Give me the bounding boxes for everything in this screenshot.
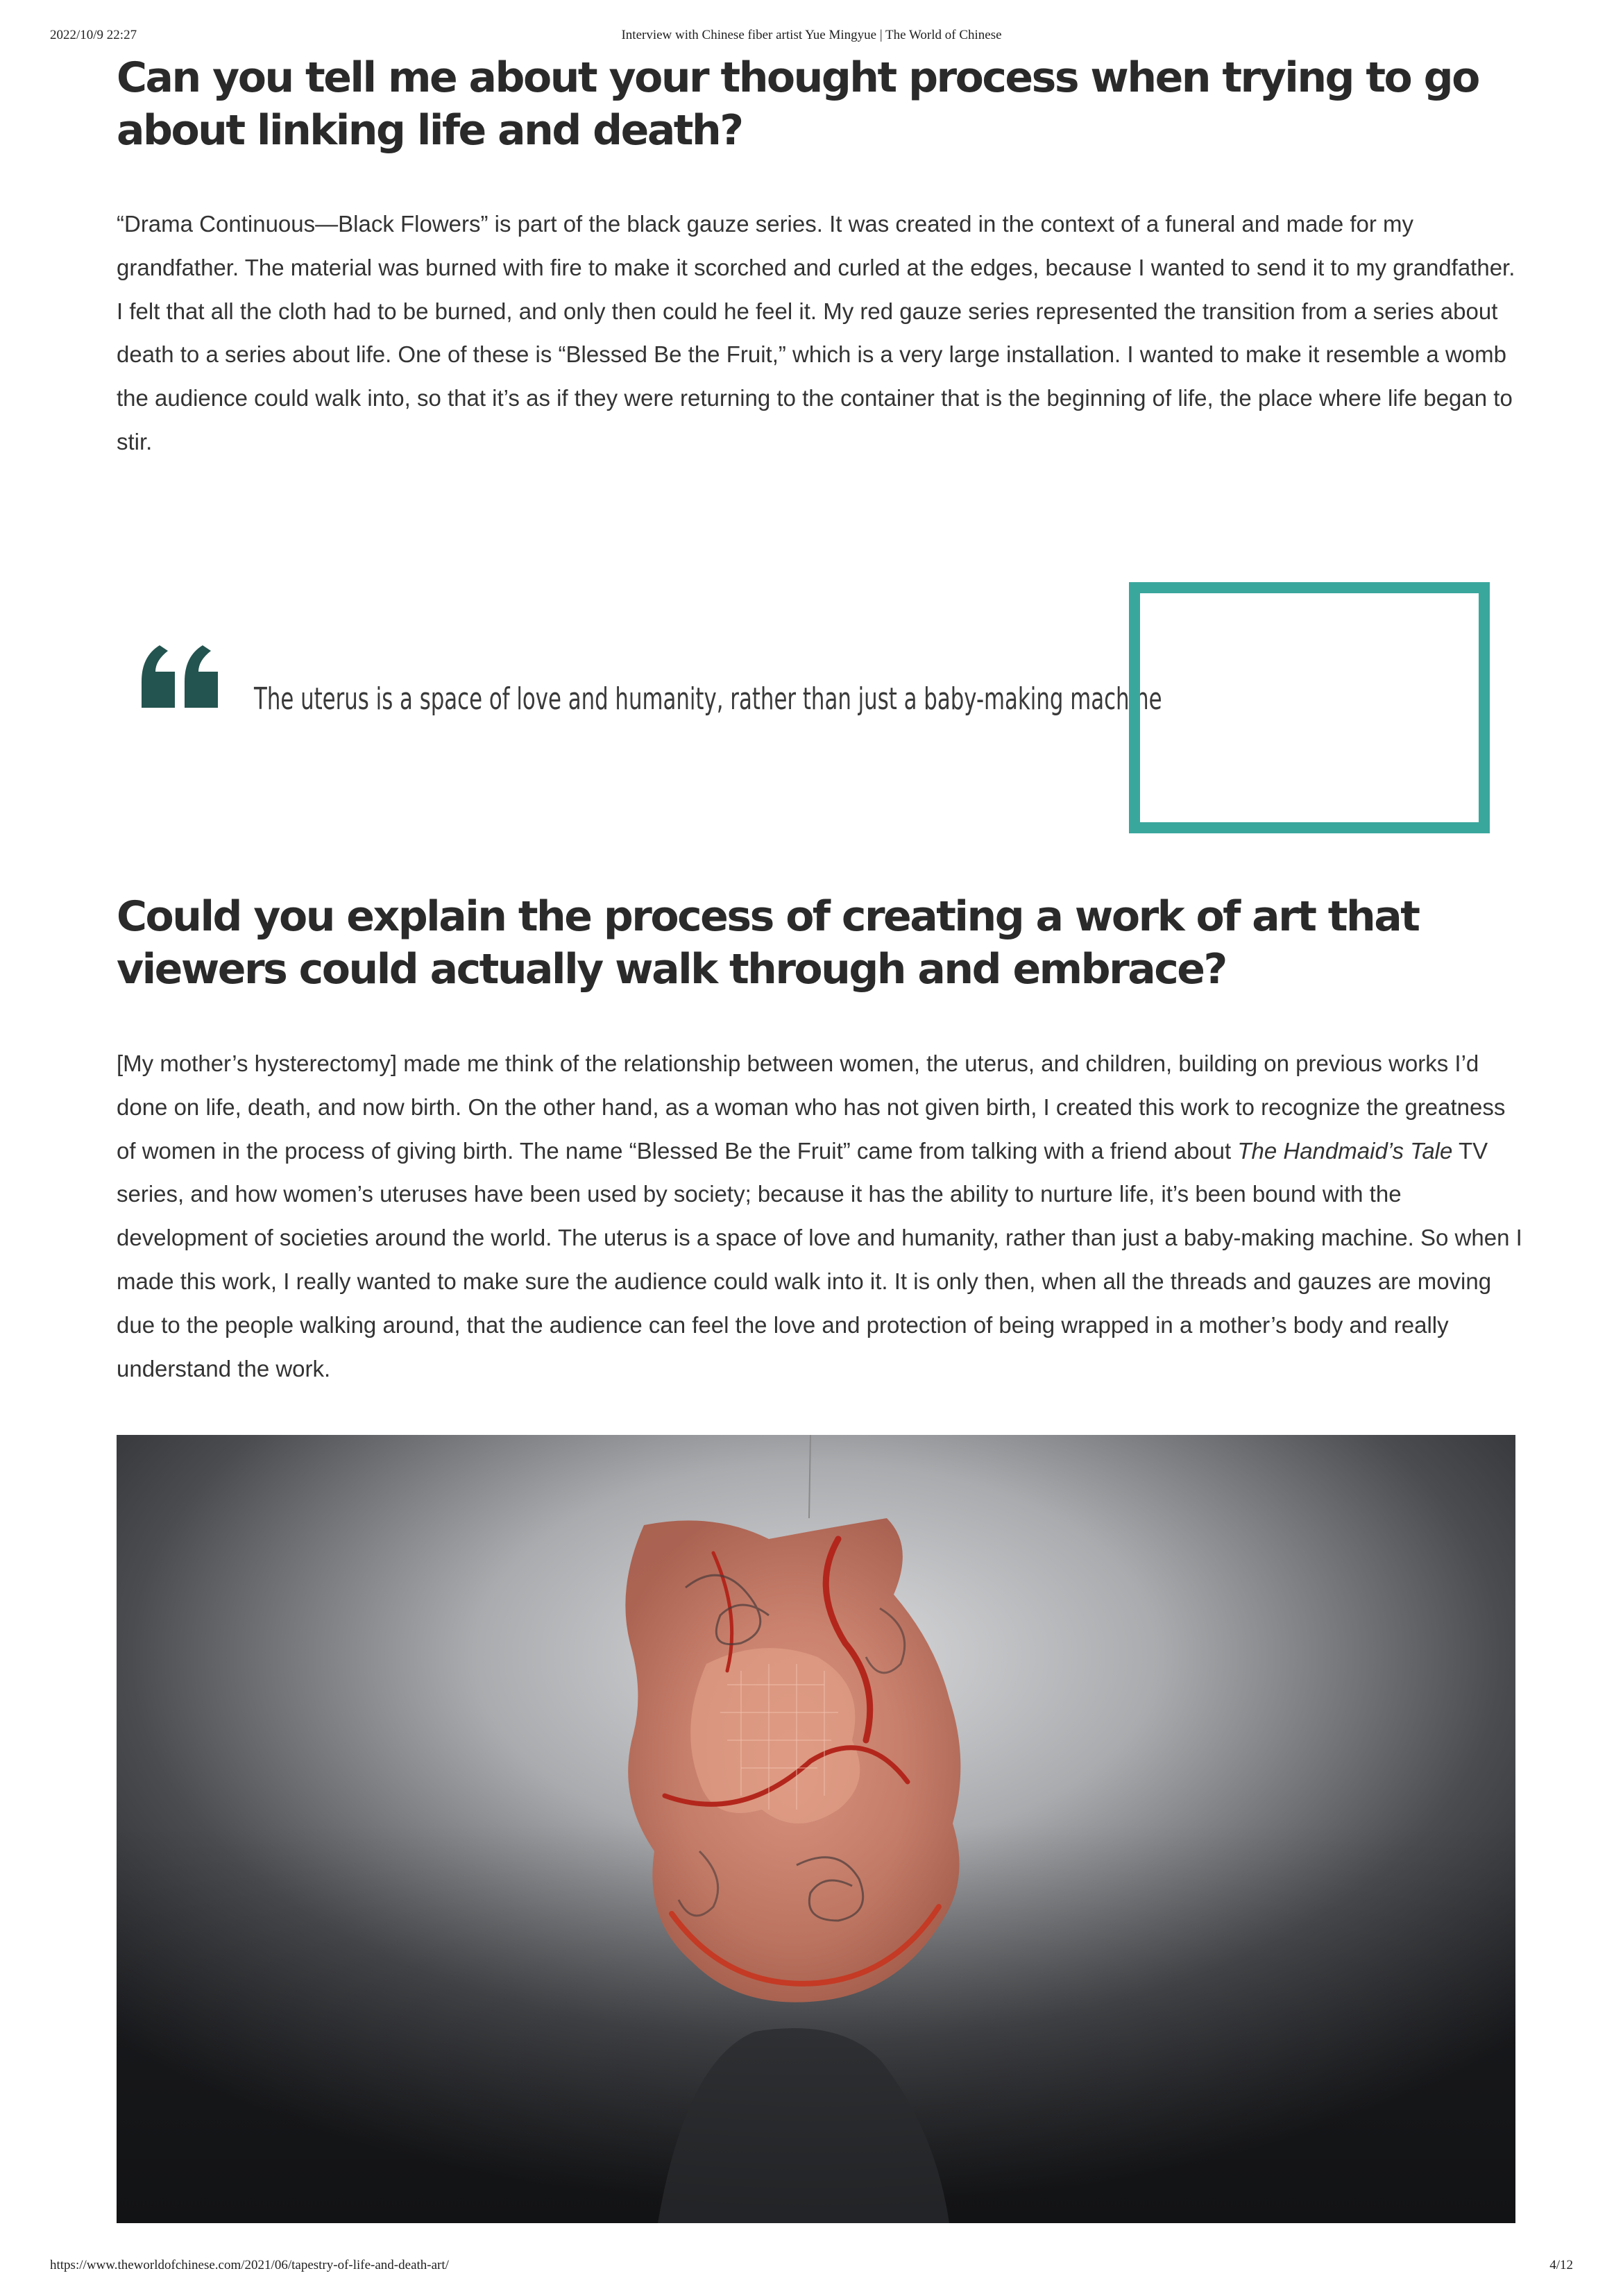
section-heading-walk-through-art: Could you explain the process of creating a work of art that viewers could actually walk through and embrace? <box>117 892 1419 994</box>
paragraph-text: [My mother’s hysterectomy] made me think of the relationship between women, the uterus, and children, building on previous works I’d done on life, death, and now birth. On the other hand, as a woman who has not given birth, I created this work to recognize the greatness of women in the process of giving birth. The name “Blessed Be the Fruit” came from talking with a friend about <box>117 1051 1506 1164</box>
decorative-teal-frame <box>1129 582 1490 833</box>
red-gauze-installation-illustration <box>117 1435 1515 2223</box>
pull-quote-text: The uterus is a space of love and humanity, rather than just a baby-making machine <box>254 681 1162 717</box>
print-header <box>50 28 1573 49</box>
quote-icon <box>142 641 222 711</box>
answer-paragraph-2 <box>117 1042 1525 1391</box>
artwork-photo <box>117 1435 1515 2223</box>
paragraph-text: TV series, and how women’s uteruses have been used by society; because it has the ability to nurture life, it’s been bound with the development of societies around the world. The uterus is a space of love and humanity, rather than just a baby-making machine. So when I made this work, I really wanted to make sure the audience could walk into it. It is only then, when all the threads and gauzes are moving due to the people walking around, that the audience can feel the love and protection of being wrapped in a mother’s body and really understand the work. <box>117 1137 1522 1381</box>
section-heading-linking-life-and-death: Can you tell me about your thought process when trying to go about linking life and death? <box>117 53 1479 155</box>
print-footer <box>50 2258 1573 2279</box>
book-title: The Handmaid’s Tale <box>1237 1137 1453 1164</box>
answer-paragraph-1: “Drama Continuous—Black Flowers” is part of the black gauze series. It was created in the context of a funeral and made for my grandfather. The material was burned with fire to make it scorched and curled at the edges, because I wanted to send it to my grandfather. I felt that all the cloth had to be burned, and only then could he feel it. My red gauze series represented the transition from a series about death to a series about life. One of these is “Blessed Be the Fruit,” which is a very large installation. I wanted to make it resemble a womb the audience could walk into, so that it’s as if they were returning to the container that is the beginning of life, the place where life began to stir. <box>117 211 1515 454</box>
print-page-number: 4/12 <box>1549 2258 1573 2272</box>
print-url: https://www.theworldofchinese.com/2021/06/tapestry-of-life-and-death-art/ <box>50 2258 449 2272</box>
print-page-title: Interview with Chinese fiber artist Yue Mingyue | The World of Chinese <box>621 28 1002 42</box>
print-datetime: 2022/10/9 22:27 <box>50 28 137 42</box>
